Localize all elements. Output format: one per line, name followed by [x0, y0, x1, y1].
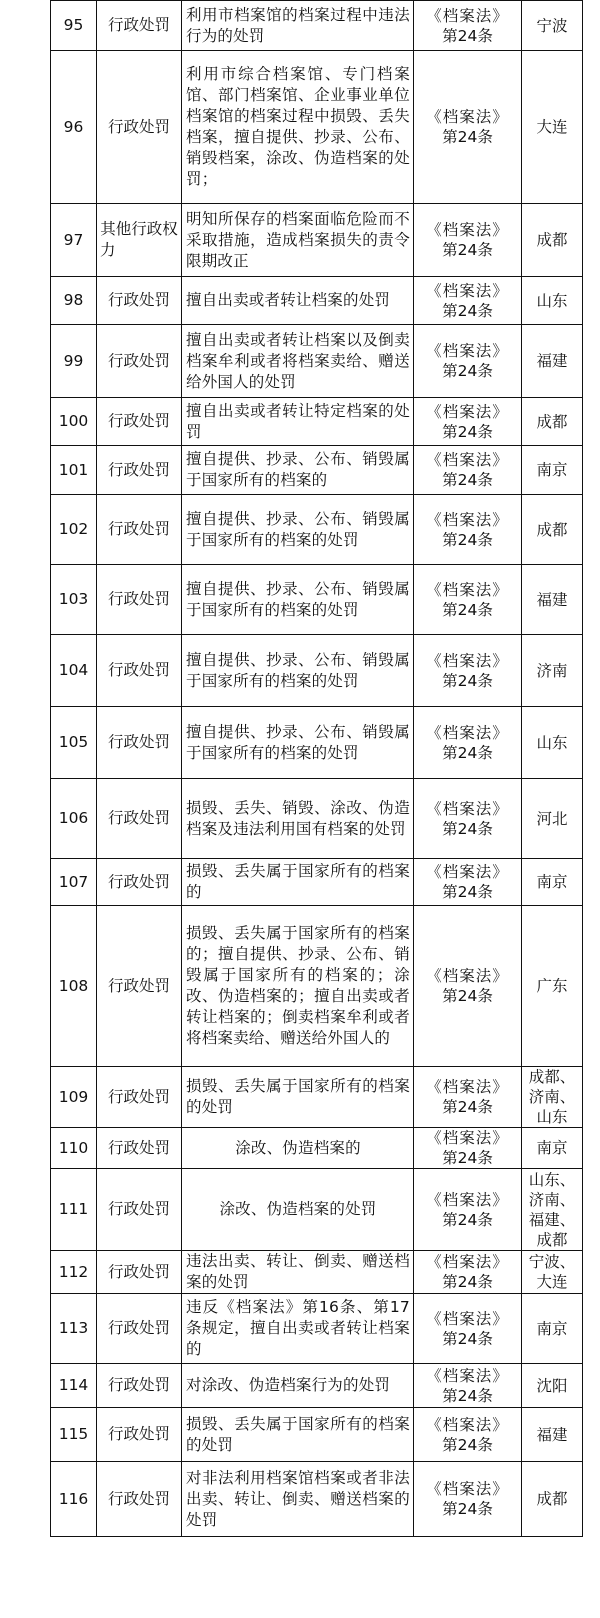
power-type: 行政处罚 — [97, 495, 182, 565]
law-name: 《档案法》 — [426, 1129, 509, 1147]
city: 山东 — [522, 707, 583, 779]
item-description: 对非法利用档案馆档案或者非法出卖、转让、倒卖、赠送档案的处罚 — [182, 1462, 414, 1537]
law-article: 第24条 — [442, 471, 493, 489]
row-number: 111 — [51, 1169, 97, 1251]
table-row — [51, 779, 583, 859]
row-number: 102 — [51, 495, 97, 565]
law-article: 第24条 — [442, 422, 493, 441]
item-description: 损毁、丢失、销毁、涂改、伪造档案及违法利用国有档案的处罚 — [182, 779, 414, 859]
table-row — [51, 325, 583, 398]
power-type: 行政处罚 — [97, 325, 182, 398]
city: 福建 — [522, 565, 583, 635]
law-article: 第24条 — [442, 743, 493, 762]
law-article: 第24条 — [442, 362, 493, 380]
law-name: 《档案法》 — [426, 1366, 509, 1385]
legal-basis — [414, 1067, 522, 1128]
city: 广东 — [522, 906, 583, 1067]
law-name: 《档案法》 — [426, 723, 509, 742]
city: 沈阳 — [522, 1364, 583, 1408]
item-description: 涂改、伪造档案的处罚 — [182, 1169, 414, 1251]
legal-basis — [414, 779, 522, 859]
table-row — [51, 906, 583, 1067]
table-row — [51, 635, 583, 707]
power-type: 行政处罚 — [97, 1169, 182, 1251]
law-enforcement-table — [50, 0, 583, 1537]
law-article: 第24条 — [442, 301, 493, 320]
legal-basis — [414, 51, 522, 204]
legal-basis — [414, 1408, 522, 1462]
table-row — [51, 277, 583, 325]
law-name: 《档案法》 — [426, 510, 509, 529]
table-row — [51, 398, 583, 446]
legal-basis — [414, 635, 522, 707]
item-description: 擅自提供、抄录、公布、销毁属于国家所有的档案的 — [182, 446, 414, 495]
legal-basis — [414, 446, 522, 495]
city: 南京 — [522, 859, 583, 906]
law-name: 《档案法》 — [426, 1253, 509, 1271]
law-article: 第24条 — [442, 241, 493, 259]
law-name: 《档案法》 — [426, 863, 509, 881]
table-row — [51, 1364, 583, 1408]
legal-basis — [414, 277, 522, 325]
item-description: 损毁、丢失属于国家所有的档案的处罚 — [182, 1067, 414, 1128]
law-name: 《档案法》 — [426, 451, 509, 469]
power-type: 行政处罚 — [97, 1364, 182, 1408]
law-name: 《档案法》 — [426, 1309, 509, 1328]
power-type: 行政处罚 — [97, 446, 182, 495]
law-name: 《档案法》 — [426, 967, 509, 985]
city: 山东、济南、福建、成都 — [522, 1169, 583, 1251]
table-row — [51, 1462, 583, 1537]
row-number: 110 — [51, 1128, 97, 1169]
row-number: 115 — [51, 1408, 97, 1462]
power-type: 行政处罚 — [97, 707, 182, 779]
power-type: 行政处罚 — [97, 906, 182, 1067]
table-row — [51, 1067, 583, 1128]
row-number: 96 — [51, 51, 97, 204]
power-type: 行政处罚 — [97, 859, 182, 906]
row-number: 108 — [51, 906, 97, 1067]
city: 成都 — [522, 204, 583, 277]
power-type: 行政处罚 — [97, 1128, 182, 1169]
law-article: 第24条 — [442, 1500, 493, 1518]
city: 大连 — [522, 51, 583, 204]
power-type: 行政处罚 — [97, 635, 182, 707]
row-number: 116 — [51, 1462, 97, 1537]
city: 山东 — [522, 277, 583, 325]
item-description: 损毁、丢失属于国家所有的档案的；擅自提供、抄录、公布、销毁属于国家所有的档案的；涂改、伪造档案的；擅自出卖或者转让档案的；倒卖档案牟利或者将档案卖给、赠送给外国人的 — [182, 906, 414, 1067]
city: 成都 — [522, 398, 583, 446]
law-name: 《档案法》 — [426, 108, 509, 126]
row-number: 97 — [51, 204, 97, 277]
law-name: 《档案法》 — [426, 799, 509, 818]
legal-basis — [414, 565, 522, 635]
table-row — [51, 446, 583, 495]
legal-basis — [414, 859, 522, 906]
law-article: 第24条 — [442, 530, 493, 549]
city: 成都 — [522, 495, 583, 565]
table-row — [51, 51, 583, 204]
law-article: 第24条 — [442, 600, 493, 619]
item-description: 擅自出卖或者转让特定档案的处罚 — [182, 398, 414, 446]
row-number: 99 — [51, 325, 97, 398]
row-number: 113 — [51, 1294, 97, 1364]
city: 福建 — [522, 325, 583, 398]
law-name: 《档案法》 — [426, 1078, 509, 1096]
city: 南京 — [522, 446, 583, 495]
row-number: 107 — [51, 859, 97, 906]
power-type: 行政处罚 — [97, 277, 182, 325]
table-row — [51, 1128, 583, 1169]
row-number: 109 — [51, 1067, 97, 1128]
table-row — [51, 1408, 583, 1462]
law-article: 第24条 — [442, 1098, 493, 1116]
item-description: 擅自提供、抄录、公布、销毁属于国家所有的档案的处罚 — [182, 635, 414, 707]
item-description: 违反《档案法》第16条、第17条规定，擅自出卖或者转让档案的 — [182, 1294, 414, 1364]
legal-basis — [414, 1128, 522, 1169]
row-number: 112 — [51, 1251, 97, 1294]
power-type: 行政处罚 — [97, 779, 182, 859]
legal-basis — [414, 1294, 522, 1364]
legal-basis — [414, 707, 522, 779]
city: 济南 — [522, 635, 583, 707]
item-description: 对涂改、伪造档案行为的处罚 — [182, 1364, 414, 1408]
law-name: 《档案法》 — [426, 1190, 509, 1209]
power-type: 行政处罚 — [97, 1294, 182, 1364]
law-article: 第24条 — [442, 1329, 493, 1348]
city: 成都、济南、山东 — [522, 1067, 583, 1128]
item-description: 擅自出卖或者转让档案的处罚 — [182, 277, 414, 325]
item-description: 擅自提供、抄录、公布、销毁属于国家所有的档案的处罚 — [182, 565, 414, 635]
table-row — [51, 495, 583, 565]
city: 南京 — [522, 1294, 583, 1364]
law-name: 《档案法》 — [426, 342, 509, 360]
row-number: 101 — [51, 446, 97, 495]
table-row — [51, 1294, 583, 1364]
item-description: 擅自提供、抄录、公布、销毁属于国家所有的档案的处罚 — [182, 707, 414, 779]
law-name: 《档案法》 — [426, 221, 509, 239]
city: 宁波 — [522, 1, 583, 51]
power-type: 行政处罚 — [97, 51, 182, 204]
item-description: 损毁、丢失属于国家所有的档案的 — [182, 859, 414, 906]
table-row — [51, 565, 583, 635]
row-number: 98 — [51, 277, 97, 325]
law-article: 第24条 — [442, 671, 493, 690]
legal-basis — [414, 204, 522, 277]
power-type: 行政处罚 — [97, 1408, 182, 1462]
law-article: 第24条 — [442, 128, 493, 146]
row-number: 106 — [51, 779, 97, 859]
law-article: 第24条 — [442, 883, 493, 901]
item-description: 擅自出卖或者转让档案以及倒卖档案牟利或者将档案卖给、赠送给外国人的处罚 — [182, 325, 414, 398]
law-article: 第24条 — [442, 819, 493, 838]
item-description: 损毁、丢失属于国家所有的档案的处罚 — [182, 1408, 414, 1462]
legal-basis — [414, 398, 522, 446]
table-row — [51, 204, 583, 277]
city: 福建 — [522, 1408, 583, 1462]
law-name: 《档案法》 — [426, 651, 509, 670]
law-name: 《档案法》 — [426, 1480, 509, 1498]
row-number: 103 — [51, 565, 97, 635]
law-article: 第24条 — [442, 1386, 493, 1405]
table-row — [51, 1169, 583, 1251]
item-description: 擅自提供、抄录、公布、销毁属于国家所有的档案的处罚 — [182, 495, 414, 565]
power-type: 其他行政权力 — [97, 204, 182, 277]
law-article: 第24条 — [442, 1273, 493, 1291]
row-number: 114 — [51, 1364, 97, 1408]
row-number: 100 — [51, 398, 97, 446]
legal-basis — [414, 495, 522, 565]
power-type: 行政处罚 — [97, 1251, 182, 1294]
power-type: 行政处罚 — [97, 1, 182, 51]
law-name: 《档案法》 — [426, 1415, 509, 1434]
table-row — [51, 707, 583, 779]
city: 成都 — [522, 1462, 583, 1537]
legal-basis — [414, 1462, 522, 1537]
row-number: 104 — [51, 635, 97, 707]
legal-basis — [414, 325, 522, 398]
row-number: 105 — [51, 707, 97, 779]
legal-basis — [414, 1, 522, 51]
power-type: 行政处罚 — [97, 1462, 182, 1537]
law-name: 《档案法》 — [426, 281, 509, 300]
power-type: 行政处罚 — [97, 398, 182, 446]
city: 宁波、大连 — [522, 1251, 583, 1294]
table-row — [51, 1, 583, 51]
law-article: 第24条 — [442, 26, 493, 45]
table-body — [51, 1, 583, 1537]
item-description: 涂改、伪造档案的 — [182, 1128, 414, 1169]
law-article: 第24条 — [442, 1210, 493, 1229]
legal-basis — [414, 906, 522, 1067]
legal-basis — [414, 1251, 522, 1294]
law-article: 第24条 — [442, 987, 493, 1005]
law-name: 《档案法》 — [426, 6, 509, 25]
law-article: 第24条 — [442, 1435, 493, 1454]
item-description: 明知所保存的档案面临危险而不采取措施，造成档案损失的责令限期改正 — [182, 204, 414, 277]
city: 南京 — [522, 1128, 583, 1169]
item-description: 利用市档案馆的档案过程中违法行为的处罚 — [182, 1, 414, 51]
legal-basis — [414, 1364, 522, 1408]
item-description: 违法出卖、转让、倒卖、赠送档案的处罚 — [182, 1251, 414, 1294]
row-number: 95 — [51, 1, 97, 51]
item-description: 利用市综合档案馆、专门档案馆、部门档案馆、企业事业单位档案馆的档案过程中损毁、丢失档案，擅自提供、抄录、公布、销毁档案，涂改、伪造档案的处罚； — [182, 51, 414, 204]
table-row — [51, 859, 583, 906]
law-article: 第24条 — [442, 1149, 493, 1167]
table-row — [51, 1251, 583, 1294]
law-name: 《档案法》 — [426, 402, 509, 421]
legal-basis — [414, 1169, 522, 1251]
power-type: 行政处罚 — [97, 565, 182, 635]
power-type: 行政处罚 — [97, 1067, 182, 1128]
city: 河北 — [522, 779, 583, 859]
law-name: 《档案法》 — [426, 580, 509, 599]
